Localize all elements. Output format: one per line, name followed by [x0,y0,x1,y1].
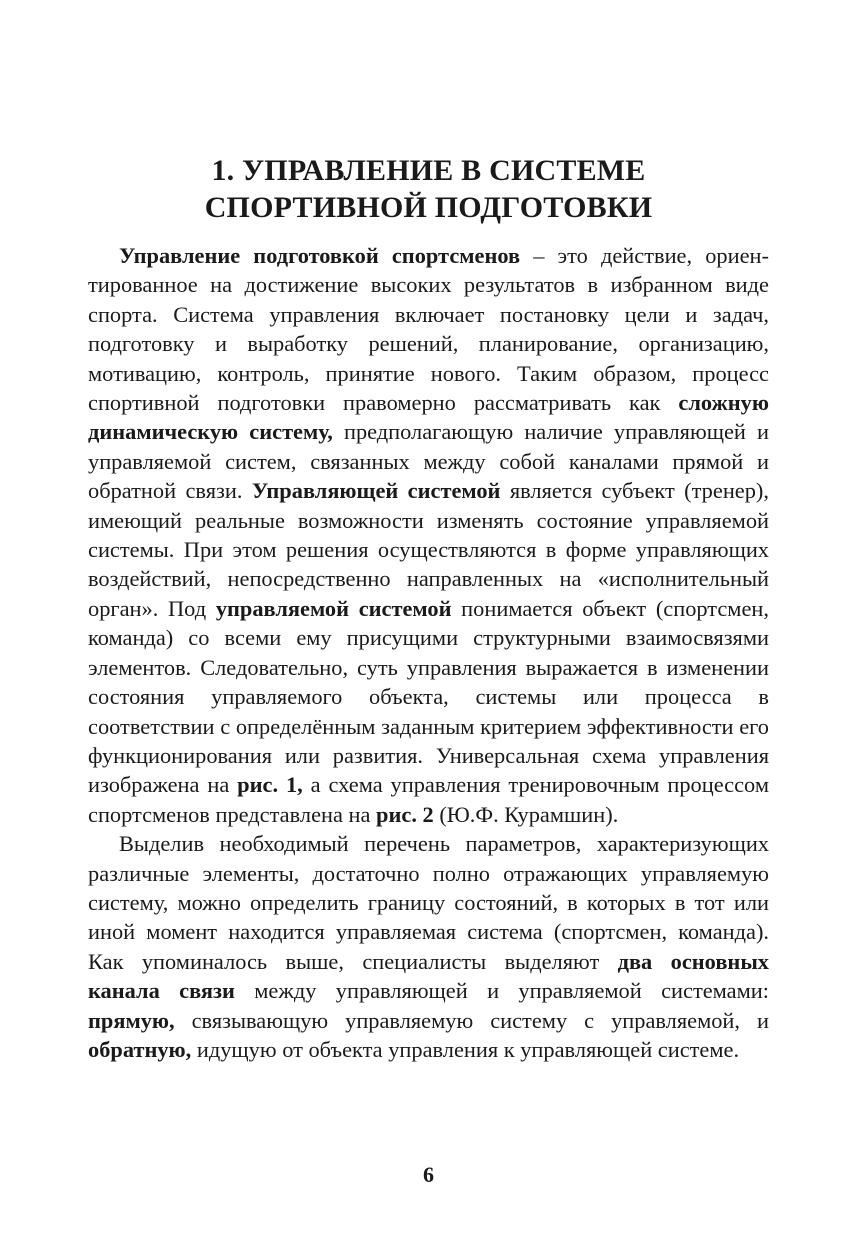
paragraph-2-text-4: идущую от объекта управления к управляющей системе. [191,1036,740,1062]
chapter-title-line-2: СПОРТИВНОЙ ПОДГОТОВКИ [204,191,653,224]
paragraph-1-text-6: (Ю.Ф. Курамшин). [433,801,619,827]
page-content [88,152,769,1064]
term-management: Управление подготовкой спортсменов [119,243,521,268]
chapter-title [88,152,769,226]
term-direct: прямую, [88,1007,175,1033]
figure-2-reference: рис. 2 [376,801,434,827]
paragraph-2-text-2: между управляющей и управляемой системами: [234,978,769,1004]
paragraph-2 [88,829,769,1064]
paragraph-1-text-3: является субъект (тренер), имеющий реальные возможности изменять состояние управляемой системы. При этом решения осуществляются в форме управляющих воздействий, непосредственно направленных на «исполнительный орган». Под [88,478,769,621]
paragraph-1-text-4: понимается объект (спортсмен, команда) со всеми ему присущими структурными взаимосвязями элементов. Следовательно, суть управления выражается в изменении состояния управляемого объекта, системы или процесса в соответствии с определённым заданным критерием эффективности его функционирования или развития. Универсальная схема управления изображена на [88,595,769,798]
figure-1-reference: рис. 1, [237,772,303,798]
term-feedback: обратную, [88,1036,192,1062]
term-controlling-system: Управляющей системой [251,478,501,504]
term-two-channels: два основных канала связи [88,948,769,1004]
term-complex-dynamic-system: сложную динамическую систему, [88,390,769,445]
paragraph-1 [88,241,769,829]
paragraph-1-text-5: а схема управления тренировочным процессом спортсменов представлена на [88,772,769,827]
paragraph-2-text-3: связывающую управляемую систему с управляемой, и [174,1007,769,1033]
paragraph-1-text-2: предполагающую наличие управляющей и управляемой систем, связанных между собой каналами прямой и обратной связи. [88,419,769,504]
term-controlled-system: управляемой системой [215,595,452,621]
page-number: 6 [423,1162,434,1187]
paragraph-2-text-1: Выделив необходимый перечень параметров, характеризующих различные элементы, достаточно полно отражающих управляемую систему, можно определить границу состояний, в которых в тот или иной момент находится управляемая система (спортсмен, команда). Как упоминалось выше, специалисты выделяют [88,831,769,974]
chapter-title-line-1: 1. УПРАВЛЕНИЕ В СИСТЕМЕ [211,154,646,187]
paragraph-1-text-1: – это действие, ориентированное на достижение высоких результатов в избранном виде спорта. Система управления включает постановку цели и задач, подготовку и выработку решений, планирование, организацию, мотивацию, контроль, принятие нового. Таким образом, процесс спортивной подготовки правомерно рассматривать как [88,243,769,416]
